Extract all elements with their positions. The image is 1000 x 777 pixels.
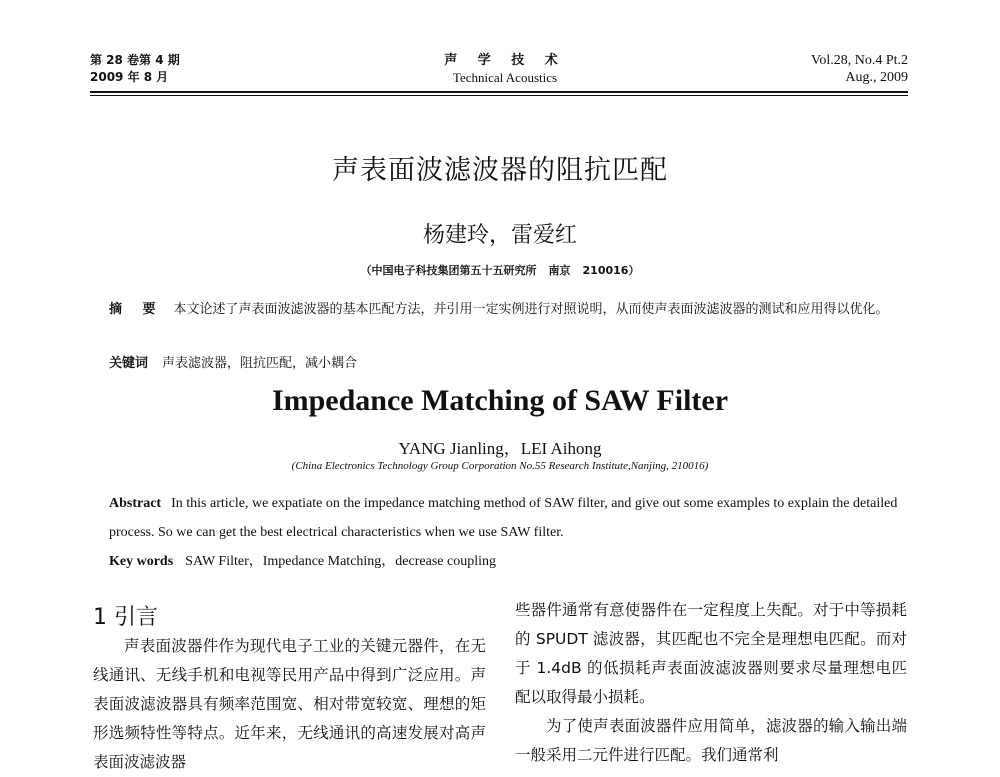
keywords-cn-text: 声表滤波器，阻抗匹配，减小耦合: [162, 356, 358, 371]
journal-volume: 第 28 卷第 4 期: [90, 53, 180, 67]
journal-date: 2009 年 8 月: [90, 70, 169, 84]
section-heading-introduction: 1 引言: [93, 605, 158, 630]
paper-title-cn: 声表面波滤波器的阻抗匹配: [332, 155, 668, 186]
keywords-en-text: SAW Filter，Impedance Matching，decrease coupling: [185, 554, 496, 569]
body-paragraph: 些器件通常有意使器件在一定程度上失配。对于中等损耗的 SPUDT 滤波器，其匹配也不完全是理想电匹配。而对于 1.4dB 的低损耗声表面波滤波器则要求尽量理想电匹配以取得最小损耗。: [515, 601, 907, 706]
keywords-en: [109, 550, 909, 570]
keywords-cn-label: 关键词: [109, 356, 149, 371]
keywords-en-label: Key words: [109, 554, 174, 569]
abstract-en: [109, 489, 909, 547]
body-column-left: [93, 632, 486, 777]
body-column-right: [515, 596, 907, 770]
header-rule-thick: [90, 91, 908, 93]
journal-name: [400, 52, 610, 86]
abstract-cn: [109, 296, 909, 323]
body-paragraph: 为了使声表面波器件应用简单，滤波器的输入输出端一般采用二元件进行匹配。我们通常利: [515, 717, 907, 764]
authors-cn: 杨建玲，雷爱红: [422, 223, 577, 248]
abstract-cn-label: 摘 要: [109, 302, 164, 317]
affiliation-org: （中国电子科技集团第五十五研究所: [360, 264, 537, 277]
journal-issue-info: [90, 52, 180, 86]
body-paragraph: 声表面波器件作为现代电子工业的关键元器件，在无线通讯、无线手机和电视等民用产品中得到广泛应用。声表面波滤波器具有频率范围宽、相对带宽较宽、理想的矩形选频特性等特点。近年来，无线通讯的高速发展对高声表面波滤波器: [93, 637, 486, 771]
journal-volume-en: Vol.28, No.4 Pt.2: [811, 53, 908, 68]
journal-name-en: Technical Acoustics: [452, 70, 558, 85]
paper-title-en: Impedance Matching of SAW Filter: [271, 384, 729, 417]
journal-name-cn: 声 学 技 术: [444, 53, 566, 68]
abstract-en-label: Abstract: [109, 496, 162, 511]
authors-en: YANG Jianling，LEI Aihong: [398, 439, 602, 458]
affiliation-zip: 210016）: [582, 264, 640, 277]
affiliation-en: (China Electronics Technology Group Corporation No.55 Research Institute,Nanjing, 210016): [291, 460, 709, 472]
affiliation-city: 南京: [548, 264, 571, 277]
abstract-en-text: In this article, we expatiate on the impedance matching method of SAW filter, and give out some examples to explain the detailed process. So we can get the best electrical characteristics when we use SAW filter.: [109, 496, 898, 540]
header-rule-thin: [90, 95, 908, 96]
keywords-cn: [109, 352, 909, 371]
affiliation-cn: [0, 262, 1000, 278]
abstract-cn-text: 本文论述了声表面波滤波器的基本匹配方法，并引用一定实例进行对照说明，从而使声表面波滤波器的测试和应用得以优化。: [173, 302, 889, 317]
journal-date-en: Aug., 2009: [845, 70, 908, 85]
journal-issue-info-en: [811, 52, 908, 86]
